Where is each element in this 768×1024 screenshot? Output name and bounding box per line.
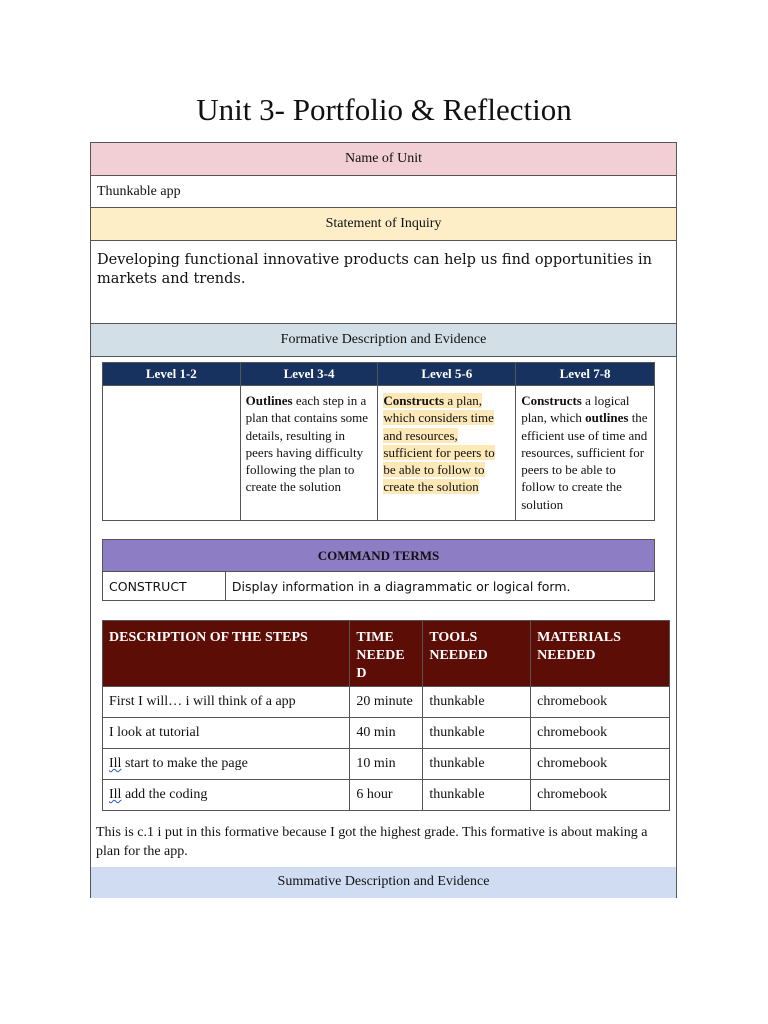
command-term: CONSTRUCT — [103, 572, 226, 601]
step-description-flagged: Ill — [109, 756, 122, 771]
reflection-text: This is c.1 i put in this formative because I got the highest grade. This formative is about making a plan for the app. — [96, 825, 648, 859]
command-terms-header: COMMAND TERMS — [103, 540, 655, 572]
rubric-level-7-8 — [516, 386, 655, 521]
unit-name: Thunkable app — [91, 176, 676, 208]
command-term-definition: Display information in a diagrammatic or logical form. — [225, 572, 654, 601]
summative-label: Summative Description and Evidence — [91, 867, 676, 898]
step-description-flagged: Ill — [109, 787, 122, 802]
step-description-text: add the coding — [121, 787, 208, 802]
step-description — [103, 749, 350, 780]
step-tools: thunkable — [423, 687, 531, 718]
step-materials: chromebook — [531, 780, 670, 811]
step-materials: chromebook — [531, 718, 670, 749]
steps-header-description: DESCRIPTION OF THE STEPS — [103, 621, 350, 687]
steps-header-tools: TOOLS NEEDED — [423, 621, 531, 687]
step-materials: chromebook — [531, 749, 670, 780]
statement-of-inquiry-label: Statement of Inquiry — [91, 208, 676, 241]
rubric-level-5-6 — [378, 386, 516, 521]
step-description — [103, 718, 350, 749]
steps-header-time: TIME NEEDE D — [350, 621, 423, 687]
step-time: 10 min — [350, 749, 423, 780]
step-description-text: I look at tutorial — [109, 725, 200, 740]
table-row — [103, 780, 670, 811]
step-materials: chromebook — [531, 687, 670, 718]
rubric-level-1-2 — [103, 386, 241, 521]
rubric-level-5-6-highlight — [383, 393, 494, 494]
rubric-level-3-4 — [240, 386, 378, 521]
statement-of-inquiry-text: Developing functional innovative products can help us find opportunities in markets and trends. — [91, 241, 676, 324]
step-tools: thunkable — [423, 749, 531, 780]
rubric-header-level-3-4: Level 3-4 — [240, 363, 378, 386]
rubric-table — [102, 362, 655, 521]
rubric-level-7-8-mid: a logical plan, which — [521, 393, 630, 426]
page-title: Unit 3- Portfolio & Reflection — [196, 92, 572, 127]
steps-header-materials: MATERIALS NEEDED — [531, 621, 670, 687]
command-terms-table — [102, 539, 655, 601]
step-time: 40 min — [350, 718, 423, 749]
table-row — [103, 687, 670, 718]
rubric-header-level-7-8: Level 7-8 — [516, 363, 655, 386]
command-term-row — [103, 572, 655, 601]
rubric-level-3-4-bold: Outlines — [245, 393, 293, 408]
step-description-text: start to make the page — [121, 756, 248, 771]
step-tools: thunkable — [423, 718, 531, 749]
step-description — [103, 687, 350, 718]
step-description-text: First I will… i will think of a app — [109, 694, 296, 709]
step-tools: thunkable — [423, 780, 531, 811]
rubric-level-7-8-bold-2: outlines — [585, 410, 629, 426]
steps-header-row — [103, 621, 670, 687]
rubric-level-3-4-text: each step in a plan that contains some details, resulting in peers having difficulty following the plan to create the solution — [245, 393, 369, 495]
table-row — [103, 718, 670, 749]
rubric-header-level-5-6: Level 5-6 — [378, 363, 516, 386]
rubric-level-7-8-bold-1: Constructs — [521, 393, 582, 408]
step-time: 20 minute — [350, 687, 423, 718]
steps-table — [102, 620, 670, 811]
rubric-header-level-1-2: Level 1-2 — [103, 363, 241, 386]
rubric-header-row — [103, 363, 655, 386]
step-time: 6 hour — [350, 780, 423, 811]
rubric-level-5-6-text: a plan, which considers time and resources, sufficient for peers to be able to follow to create the solution — [383, 393, 495, 495]
formative-label: Formative Description and Evidence — [91, 324, 676, 357]
rubric-level-7-8-text: the efficient use of time and resources, sufficient for peers to be able to follow to create the solution — [521, 410, 648, 512]
rubric-descriptor-row — [103, 386, 655, 521]
name-of-unit-label: Name of Unit — [91, 143, 676, 176]
table-row — [103, 749, 670, 780]
step-description — [103, 780, 350, 811]
rubric-level-5-6-bold: Constructs — [383, 393, 445, 408]
